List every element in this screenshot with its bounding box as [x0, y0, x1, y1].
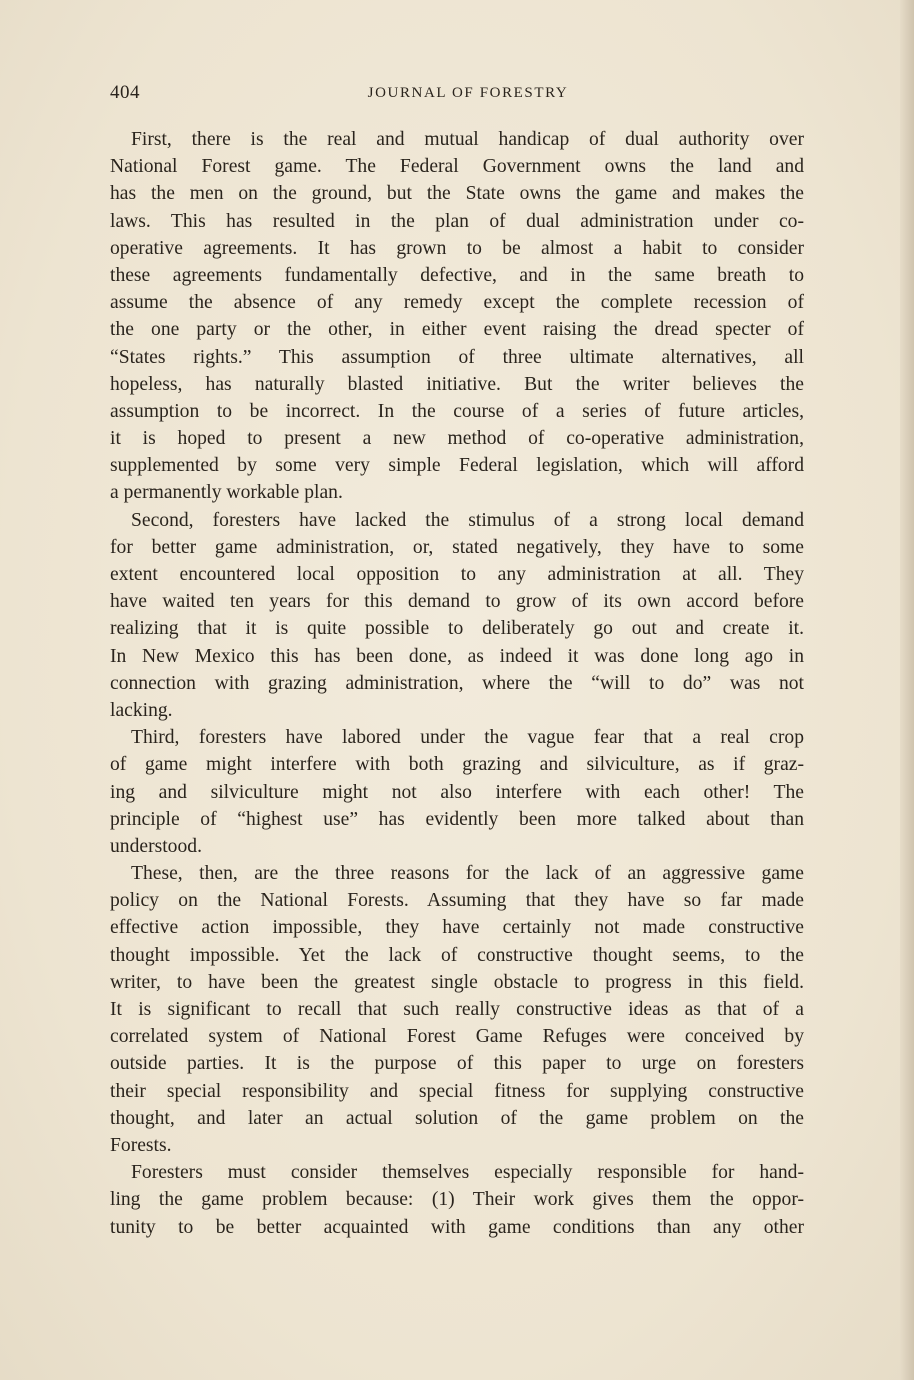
- text-line: policy on the National Forests. Assuming that they have so far made: [110, 890, 804, 912]
- text-line: for better game administration, or, stated negatively, they have to some: [110, 536, 804, 558]
- text-line: operative agreements. It has grown to be almost a habit to consider: [110, 237, 804, 259]
- text-line: Third, foresters have labored under the vague fear that a real crop: [131, 727, 804, 749]
- text-line: has the men on the ground, but the State owns the game and makes the: [110, 183, 804, 205]
- text-line: These, then, are the three reasons for the lack of an aggressive game: [131, 863, 804, 885]
- text-line: tunity to be better acquainted with game conditions than any other: [110, 1216, 804, 1238]
- running-head: [110, 82, 804, 110]
- text-line: have waited ten years for this demand to grow of its own accord before: [110, 591, 804, 613]
- text-line: the one party or the other, in either event raising the dread specter of: [110, 319, 804, 341]
- text-line: ing and silviculture might not also interfere with each other! The: [110, 781, 804, 803]
- text-line: it is hoped to present a new method of co-operative administration,: [110, 428, 804, 450]
- text-line: thought impossible. Yet the lack of constructive thought seems, to the: [110, 944, 804, 966]
- text-line: hopeless, has naturally blasted initiative. But the writer believes the: [110, 373, 804, 395]
- text-line: thought, and later an actual solution of the game problem on the: [110, 1107, 804, 1129]
- page-edge: [900, 0, 914, 1380]
- text-line: lacking.: [110, 699, 173, 721]
- text-line: of game might interfere with both grazing and silviculture, as if graz-: [110, 754, 804, 776]
- text-line: a permanently workable plan.: [110, 482, 343, 504]
- text-line: their special responsibility and special fitness for supplying constructive: [110, 1080, 804, 1102]
- text-line: connection with grazing administration, where the “will to do” was not: [110, 672, 804, 694]
- text-line: correlated system of National Forest Game Refuges were conceived by: [110, 1026, 804, 1048]
- text-line: Second, foresters have lacked the stimulus of a strong local demand: [131, 509, 804, 531]
- journal-title: JOURNAL OF FORESTRY: [367, 85, 569, 101]
- text-line: Forests.: [110, 1134, 172, 1156]
- text-line: In New Mexico this has been done, as indeed it was done long ago in: [110, 645, 804, 667]
- text-line: extent encountered local opposition to any administration at all. They: [110, 564, 804, 585]
- text-line: assumption to be incorrect. In the course of a series of future articles,: [110, 400, 804, 422]
- text-line: realizing that it is quite possible to deliberately go out and create it.: [110, 618, 804, 640]
- text-line: effective action impossible, they have certainly not made constructive: [110, 917, 804, 939]
- text-line: National Forest game. The Federal Government owns the land and: [110, 156, 804, 178]
- text-line: “States rights.” This assumption of three ultimate alternatives, all: [110, 346, 804, 368]
- text-line: outside parties. It is the purpose of this paper to urge on foresters: [110, 1053, 804, 1075]
- text-line: assume the absence of any remedy except the complete recession of: [110, 292, 804, 314]
- text-line: principle of “highest use” has evidently been more talked about than: [110, 808, 804, 830]
- page-number: 404: [110, 82, 140, 103]
- text-line: laws. This has resulted in the plan of dual administration under co-: [110, 210, 804, 232]
- text-line: writer, to have been the greatest single obstacle to progress in this field.: [110, 971, 804, 993]
- body-text: [110, 126, 804, 1241]
- text-line: understood.: [110, 835, 202, 857]
- text-line: ling the game problem because: (1) Their work gives them the oppor-: [110, 1189, 804, 1211]
- text-line: Foresters must consider themselves especially responsible for hand-: [131, 1162, 804, 1184]
- text-line: First, there is the real and mutual handicap of dual authority over: [131, 129, 804, 150]
- text-line: supplemented by some very simple Federal legislation, which will afford: [110, 455, 804, 477]
- text-line: It is significant to recall that such really constructive ideas as that of a: [110, 999, 804, 1020]
- text-line: these agreements fundamentally defective, and in the same breath to: [110, 264, 804, 286]
